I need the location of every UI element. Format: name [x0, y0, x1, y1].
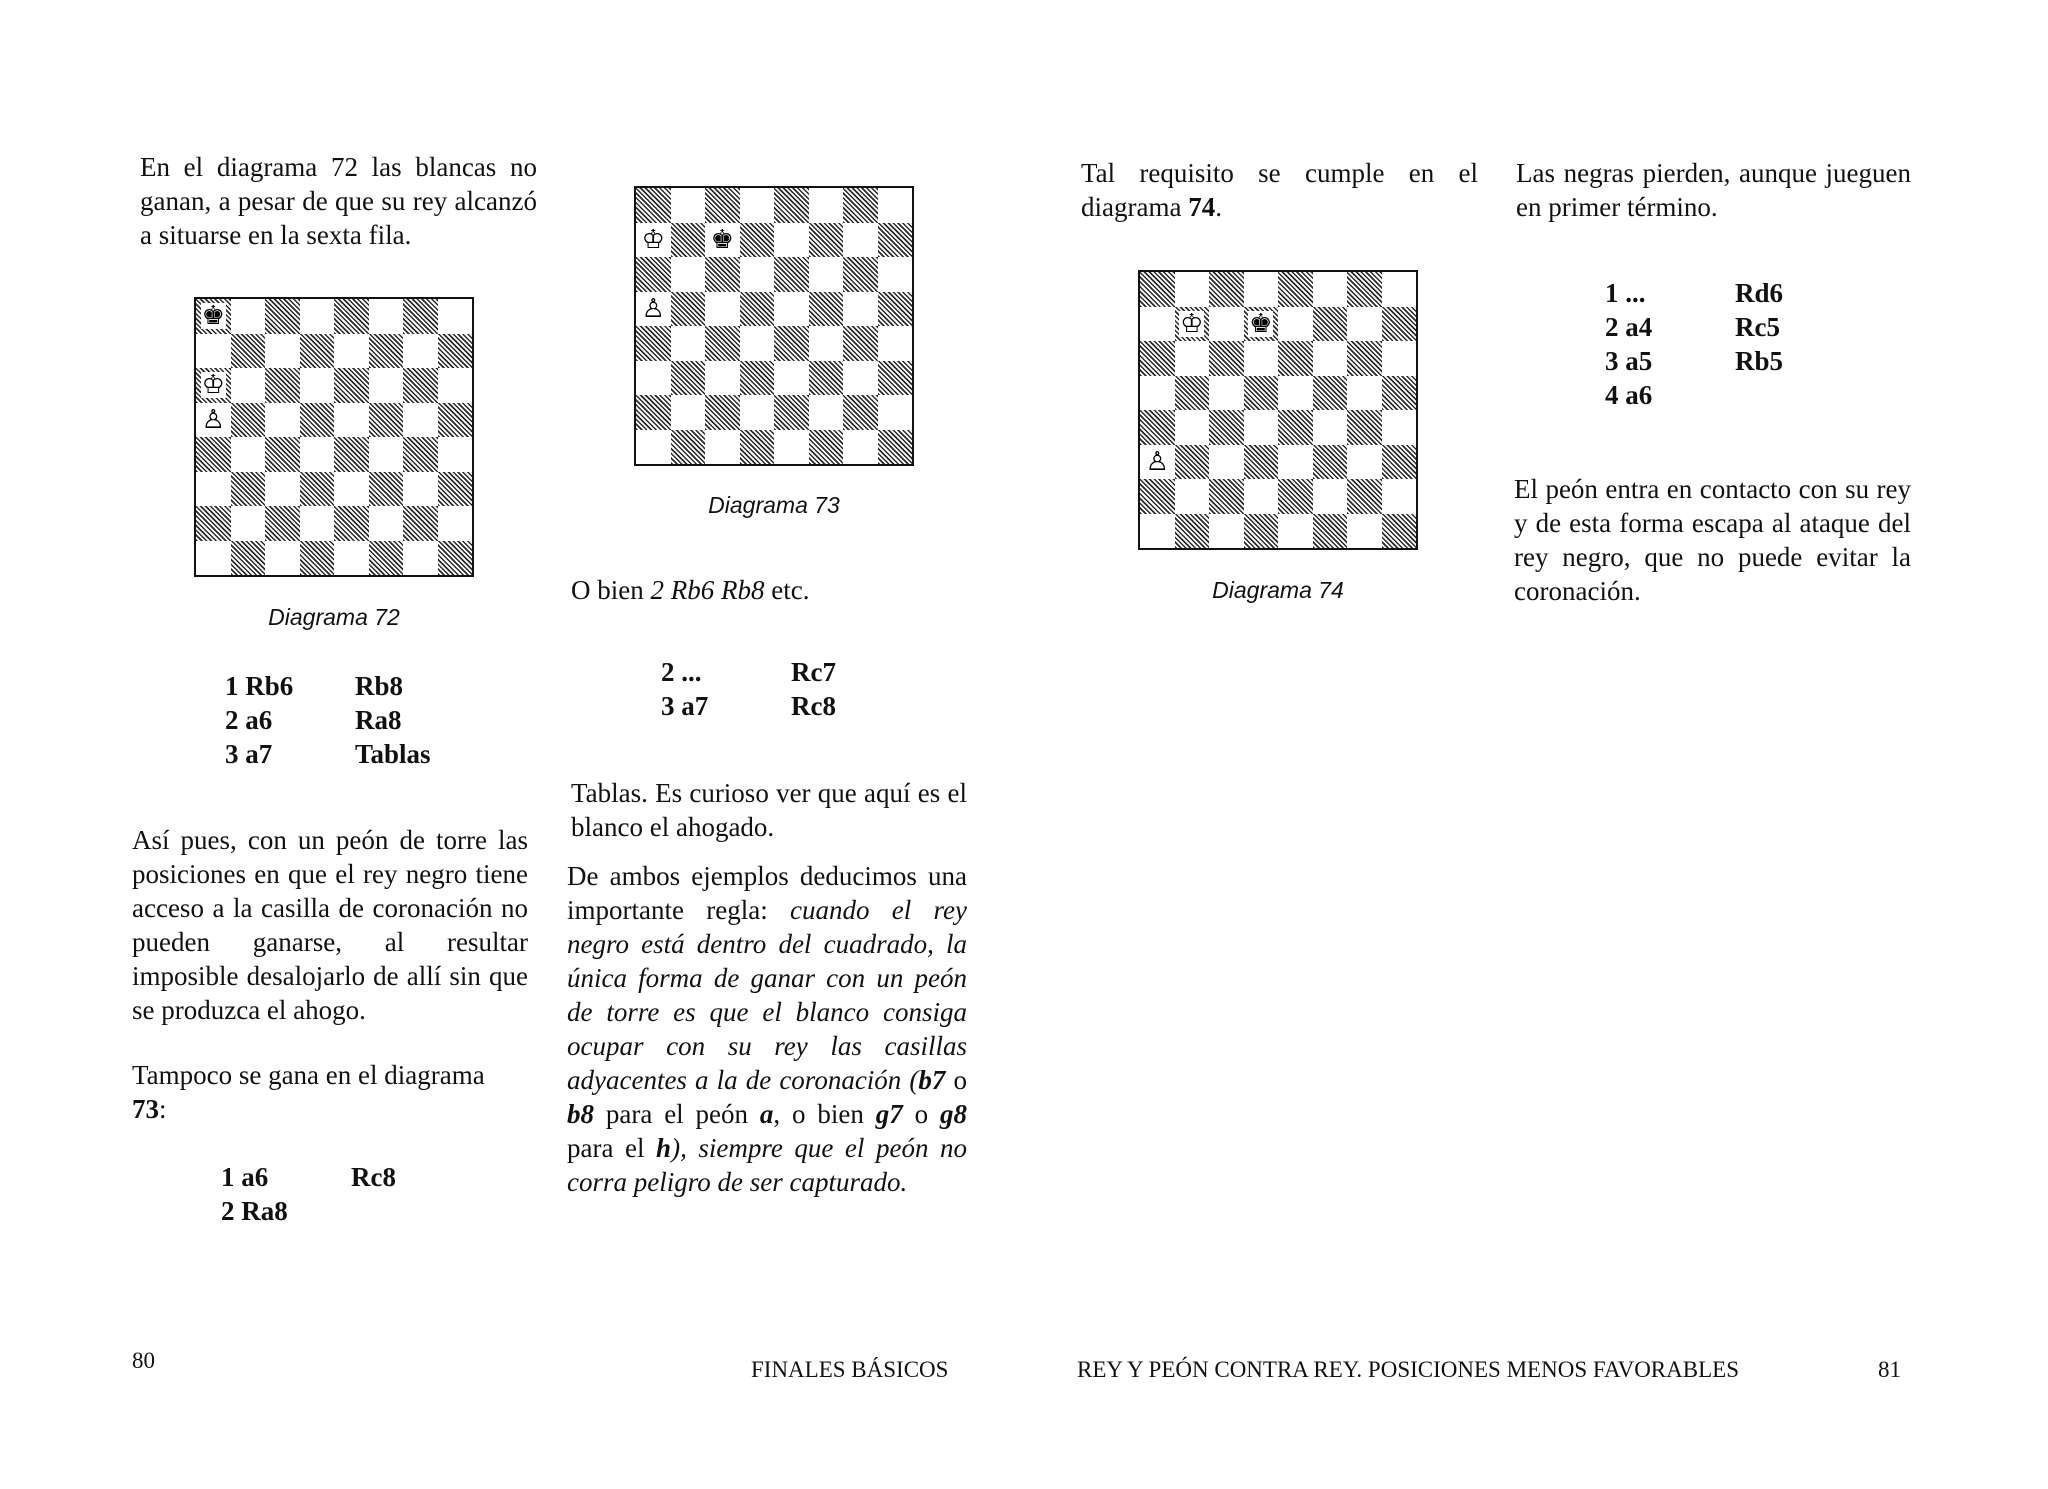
board-square	[1278, 307, 1313, 342]
board-square	[671, 257, 706, 292]
board-square	[438, 299, 473, 334]
board-square	[438, 541, 473, 576]
board-square	[843, 430, 878, 465]
board-square	[705, 395, 740, 430]
board-square	[369, 437, 404, 472]
rule-para-el-peon: para el peón	[594, 1099, 760, 1129]
board-square	[740, 188, 775, 223]
board-square	[1209, 341, 1244, 376]
board-square	[231, 403, 266, 438]
board-square	[196, 506, 231, 541]
board-square	[740, 257, 775, 292]
board-square	[1278, 376, 1313, 411]
board-square	[774, 430, 809, 465]
board-square	[265, 541, 300, 576]
board-square	[636, 257, 671, 292]
board-square	[1313, 445, 1348, 480]
board-square	[196, 334, 231, 369]
board-square	[369, 472, 404, 507]
board-square	[438, 472, 473, 507]
board-square	[1140, 410, 1175, 445]
rule-paragraph	[567, 859, 967, 1199]
board-square	[1244, 445, 1279, 480]
board-square	[740, 430, 775, 465]
move-row	[225, 703, 431, 737]
left-page-number: 80	[132, 1348, 155, 1373]
board-square	[1382, 341, 1417, 376]
board-square	[809, 395, 844, 430]
board-square	[1140, 272, 1175, 307]
board-square	[403, 506, 438, 541]
move-row	[225, 737, 431, 771]
board-square	[878, 292, 913, 327]
board-square	[1278, 272, 1313, 307]
board-square	[369, 299, 404, 334]
board-square	[843, 188, 878, 223]
board-square	[438, 368, 473, 403]
board-square	[300, 437, 335, 472]
board-square	[705, 326, 740, 361]
board-square	[403, 368, 438, 403]
board-square	[636, 188, 671, 223]
board-square	[1244, 307, 1279, 342]
board-square	[809, 430, 844, 465]
board-square	[1175, 307, 1210, 342]
board-square	[300, 403, 335, 438]
move-number-and-white: 2 Ra8	[221, 1196, 288, 1226]
rule-intro: De ambos ejemplos deducimos una importante regla:	[567, 861, 967, 925]
chessboard-diagram-72	[194, 297, 474, 577]
chess-piece-icon: ♙	[1145, 446, 1169, 477]
right-para-1-text: Tal requisito se cumple en el diagrama	[1081, 158, 1478, 222]
black-move: Rc8	[351, 1162, 396, 1192]
board-square	[1175, 445, 1210, 480]
board-square	[369, 368, 404, 403]
board-square	[1175, 410, 1210, 445]
board-square	[231, 299, 266, 334]
right-para-2: Las negras pierden, aunque jueguen en primer término.	[1516, 158, 1911, 222]
board-square	[705, 361, 740, 396]
board-square	[809, 361, 844, 396]
board-square	[878, 326, 913, 361]
board-square	[636, 292, 671, 327]
black-move: Ra8	[355, 705, 402, 735]
board-square	[334, 541, 369, 576]
board-square	[1140, 307, 1175, 342]
board-square	[300, 472, 335, 507]
board-square	[403, 541, 438, 576]
move-row	[1605, 344, 1783, 378]
board-square	[1244, 479, 1279, 514]
board-square	[671, 292, 706, 327]
move-row	[1605, 378, 1783, 412]
move-row	[661, 689, 836, 723]
board-square	[300, 541, 335, 576]
right-para-1-number: 74	[1188, 192, 1216, 222]
board-square	[1175, 376, 1210, 411]
chess-piece-icon: ♚	[710, 224, 734, 255]
right-para-1	[1081, 156, 1478, 224]
board-square	[1244, 272, 1279, 307]
board-square	[231, 541, 266, 576]
board-square	[740, 395, 775, 430]
board-square	[1347, 307, 1382, 342]
board-square	[1347, 445, 1382, 480]
board-square	[265, 334, 300, 369]
move-number-and-white: 3 a7	[225, 739, 273, 769]
moves-list-73b	[661, 655, 836, 723]
chessboard-diagram-73	[634, 186, 914, 466]
board-square	[636, 223, 671, 258]
rule-o1: o	[945, 1065, 967, 1095]
board-square	[1313, 410, 1348, 445]
black-move: Tablas	[355, 739, 431, 769]
board-square	[300, 299, 335, 334]
board-square	[438, 334, 473, 369]
board-square	[878, 395, 913, 430]
rule-ending: ), siempre que el peón no corra peligro de ser capturado.	[567, 1133, 967, 1197]
rule-b7: b7	[918, 1065, 946, 1095]
board-square	[1140, 376, 1175, 411]
board-square	[1244, 376, 1279, 411]
board-square	[196, 403, 231, 438]
board-square	[1175, 479, 1210, 514]
chess-piece-icon: ♔	[1180, 308, 1204, 339]
chess-piece-icon: ♙	[201, 404, 225, 435]
board-square	[334, 299, 369, 334]
alt-text-c: etc.	[764, 575, 810, 605]
board-square	[843, 292, 878, 327]
move-number-and-white: 2 a4	[1605, 312, 1653, 342]
board-square	[438, 437, 473, 472]
board-square	[809, 326, 844, 361]
rule-g7: g7	[875, 1099, 903, 1129]
board-square	[878, 223, 913, 258]
board-square	[809, 257, 844, 292]
board-square	[671, 395, 706, 430]
chess-piece-icon: ♙	[641, 293, 665, 324]
board-square	[809, 292, 844, 327]
move-number-and-white: 1 Rb6	[225, 671, 294, 701]
board-square	[740, 292, 775, 327]
board-square	[1175, 514, 1210, 549]
board-square	[1209, 479, 1244, 514]
rule-g8: g8	[940, 1099, 967, 1129]
board-square	[438, 403, 473, 438]
board-square	[636, 395, 671, 430]
board-square	[774, 326, 809, 361]
right-page-number: 81	[1878, 1357, 1901, 1382]
board-square	[196, 437, 231, 472]
board-square	[231, 334, 266, 369]
board-square	[300, 368, 335, 403]
board-square	[1313, 479, 1348, 514]
para3-text: Tampoco se gana en el diagrama	[132, 1060, 485, 1090]
chess-piece-icon: ♚	[1249, 308, 1273, 339]
right-running-head: REY Y PEÓN CONTRA REY. POSICIONES MENOS FAVORABLES	[1077, 1357, 1739, 1382]
black-move: Rb5	[1735, 346, 1784, 376]
board-square	[705, 292, 740, 327]
rule-o-bien: , o bien	[773, 1099, 876, 1129]
board-square	[265, 506, 300, 541]
board-square	[705, 430, 740, 465]
board-square	[231, 437, 266, 472]
move-row	[225, 669, 431, 703]
moves-list-74	[1605, 276, 1783, 412]
para3-number: 73	[132, 1094, 159, 1124]
board-square	[438, 506, 473, 541]
board-square	[1175, 272, 1210, 307]
board-square	[671, 188, 706, 223]
board-square	[265, 403, 300, 438]
board-square	[1313, 341, 1348, 376]
board-square	[300, 506, 335, 541]
board-square	[334, 403, 369, 438]
chess-piece-icon: ♔	[201, 370, 225, 401]
board-square	[878, 361, 913, 396]
board-square	[878, 188, 913, 223]
board-square	[774, 257, 809, 292]
board-square	[878, 257, 913, 292]
board-square	[1278, 410, 1313, 445]
rule-h: h	[656, 1133, 672, 1163]
board-square	[1313, 307, 1348, 342]
rule-italic: cuando el rey negro está dentro del cuadrado, la única forma de ganar con un peón de torre es que el blanco consiga ocupar con su rey las casillas adyacentes a la de coronación (	[567, 895, 967, 1095]
move-number-and-white: 4 a6	[1605, 380, 1653, 410]
para3-colon: :	[159, 1094, 167, 1124]
board-square	[843, 257, 878, 292]
board-square	[1209, 307, 1244, 342]
black-move: Rb8	[355, 671, 404, 701]
board-square	[1347, 341, 1382, 376]
board-square	[1244, 341, 1279, 376]
board-square	[1382, 307, 1417, 342]
move-number-and-white: 2 ...	[661, 657, 702, 687]
conclusion-paragraph: Así pues, con un peón de torre las posiciones en que el rey negro tiene acceso a la casilla de coronación no pueden ganarse, al resultar imposible desalojarlo de allí sin que se produzca el ahogo.	[132, 825, 528, 1025]
board-square	[334, 472, 369, 507]
chess-piece-icon: ♚	[201, 301, 225, 332]
board-square	[705, 223, 740, 258]
board-square	[1347, 272, 1382, 307]
alt-text-a: O bien	[571, 575, 651, 605]
board-square	[1382, 445, 1417, 480]
rule-a: a	[759, 1099, 774, 1129]
board-square	[1382, 514, 1417, 549]
board-square	[231, 506, 266, 541]
board-square	[740, 326, 775, 361]
diagram-74-caption: Diagrama 74	[1212, 577, 1344, 603]
board-square	[265, 472, 300, 507]
board-square	[265, 299, 300, 334]
board-square	[1347, 410, 1382, 445]
board-square	[1313, 272, 1348, 307]
board-square	[1382, 272, 1417, 307]
board-square	[196, 541, 231, 576]
intro-paragraph: En el diagrama 72 las blancas no ganan, a pesar de que su rey alcanzó a situarse en la sexta fila.	[140, 152, 537, 250]
board-square	[1209, 445, 1244, 480]
move-number-and-white: 2 a6	[225, 705, 273, 735]
board-square	[369, 334, 404, 369]
board-square	[671, 430, 706, 465]
right-para-1-dot: .	[1215, 192, 1222, 222]
board-square	[334, 334, 369, 369]
move-number-and-white: 3 a7	[661, 691, 709, 721]
board-square	[636, 361, 671, 396]
board-square	[403, 472, 438, 507]
chessboard-diagram-74	[1138, 270, 1418, 550]
board-square	[369, 541, 404, 576]
board-square	[774, 395, 809, 430]
right-para-3: El peón entra en contacto con su rey y de esta forma escapa al ataque del rey negro, que no puede evitar la coronación.	[1514, 474, 1911, 606]
move-row	[221, 1194, 396, 1228]
board-square	[369, 506, 404, 541]
board-square	[671, 361, 706, 396]
board-square	[843, 361, 878, 396]
board-square	[1347, 514, 1382, 549]
board-square	[1209, 514, 1244, 549]
board-square	[705, 257, 740, 292]
board-square	[1140, 479, 1175, 514]
board-square	[334, 506, 369, 541]
move-row	[1605, 276, 1783, 310]
board-square	[196, 472, 231, 507]
board-square	[774, 223, 809, 258]
black-move: Rc7	[791, 657, 836, 687]
board-square	[740, 223, 775, 258]
diagram-73-caption: Diagrama 73	[708, 492, 840, 518]
board-square	[231, 368, 266, 403]
move-row	[661, 655, 836, 689]
board-square	[369, 403, 404, 438]
board-square	[809, 188, 844, 223]
board-square	[636, 326, 671, 361]
rule-b8: b8	[567, 1099, 594, 1129]
board-square	[1209, 376, 1244, 411]
board-square	[334, 437, 369, 472]
board-square	[671, 326, 706, 361]
board-square	[1382, 376, 1417, 411]
board-square	[809, 223, 844, 258]
moves-list-72	[225, 669, 431, 771]
board-square	[1382, 410, 1417, 445]
move-number-and-white: 3 a5	[1605, 346, 1653, 376]
left-running-head: FINALES BÁSICOS	[751, 1357, 949, 1382]
board-square	[740, 361, 775, 396]
board-square	[1278, 445, 1313, 480]
move-number-and-white: 1 a6	[221, 1162, 269, 1192]
board-square	[1175, 341, 1210, 376]
move-row	[221, 1160, 396, 1194]
board-square	[300, 334, 335, 369]
board-square	[1347, 479, 1382, 514]
board-square	[1347, 376, 1382, 411]
rule-o2: o	[902, 1099, 940, 1129]
board-square	[403, 403, 438, 438]
board-square	[878, 430, 913, 465]
board-square	[1278, 514, 1313, 549]
black-move: Rd6	[1735, 278, 1784, 308]
board-square	[231, 472, 266, 507]
board-square	[265, 437, 300, 472]
move-number-and-white: 1 ...	[1605, 278, 1646, 308]
board-square	[1244, 514, 1279, 549]
board-square	[1209, 272, 1244, 307]
alt-moves: 2 Rb6 Rb8	[650, 575, 765, 605]
board-square	[1278, 341, 1313, 376]
board-square	[196, 299, 231, 334]
move-row	[1605, 310, 1783, 344]
board-square	[1244, 410, 1279, 445]
board-square	[403, 334, 438, 369]
board-square	[843, 326, 878, 361]
diagram-72-caption: Diagrama 72	[268, 604, 400, 630]
moves-list-73a	[221, 1160, 396, 1228]
rule-para-el: para el	[567, 1133, 657, 1163]
board-square	[1140, 514, 1175, 549]
board-square	[1209, 410, 1244, 445]
board-square	[774, 361, 809, 396]
board-square	[636, 430, 671, 465]
black-move: Rc8	[791, 691, 836, 721]
board-square	[403, 437, 438, 472]
board-square	[843, 223, 878, 258]
board-square	[1382, 479, 1417, 514]
board-square	[774, 292, 809, 327]
board-square	[196, 368, 231, 403]
board-square	[403, 299, 438, 334]
stalemate-paragraph: Tablas. Es curioso ver que aquí es el blanco el ahogado.	[571, 778, 967, 842]
board-square	[705, 188, 740, 223]
board-square	[843, 395, 878, 430]
board-square	[334, 368, 369, 403]
board-square	[671, 223, 706, 258]
board-square	[1140, 341, 1175, 376]
chess-piece-icon: ♔	[641, 224, 665, 255]
board-square	[774, 188, 809, 223]
alternative-line	[571, 573, 971, 607]
board-square	[1313, 376, 1348, 411]
board-square	[1278, 479, 1313, 514]
diagram-73-intro	[132, 1058, 528, 1126]
black-move: Rc5	[1735, 312, 1780, 342]
board-square	[1313, 514, 1348, 549]
board-square	[265, 368, 300, 403]
board-square	[1140, 445, 1175, 480]
